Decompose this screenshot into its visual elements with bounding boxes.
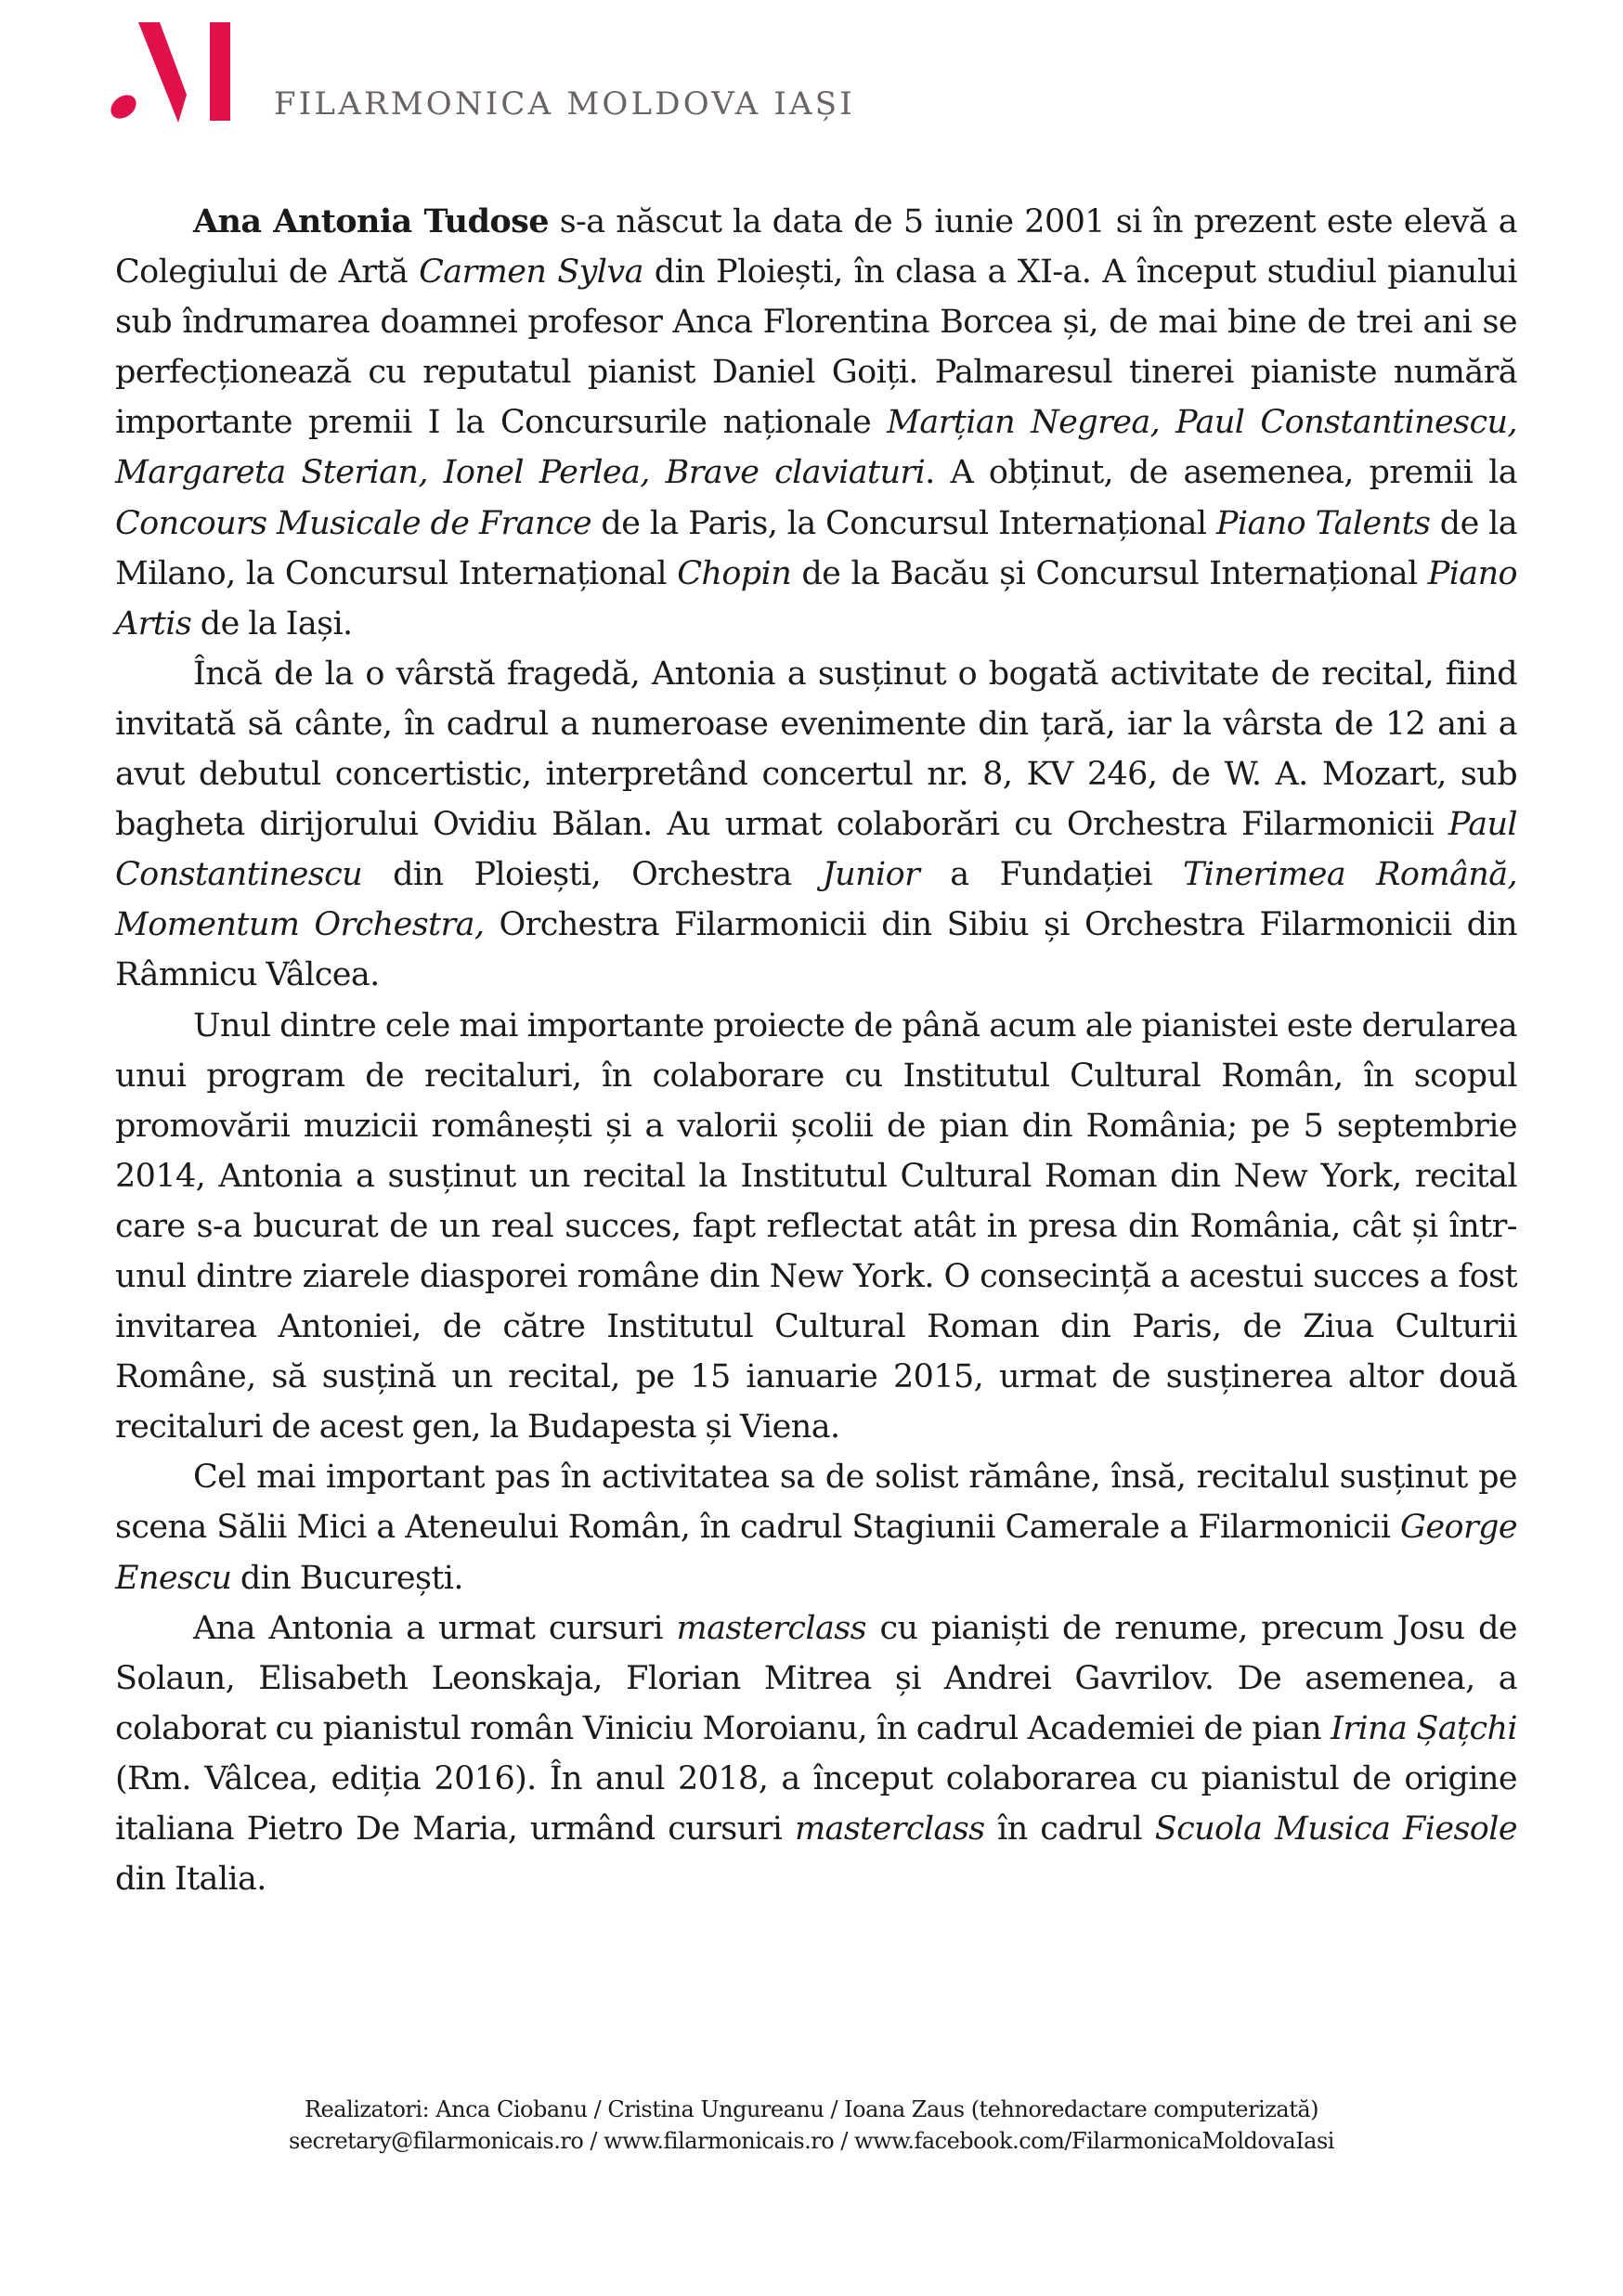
text-run: de la Milano, la Concursul Internațional [115, 504, 1517, 592]
text-run: din București. [231, 1559, 463, 1597]
paragraph [115, 1001, 1517, 1453]
text-run: . A obținut, de asemenea, premii la [925, 454, 1517, 492]
text-run: Cel mai important pas în activitatea sa de solist rămâne, însă, recitalul susținut pe scena Sălii Mici a Ateneului Român, în cadrul Stagiunii Camerale a Filarmonicii [115, 1459, 1517, 1547]
italic-run: Paul Constantinescu [115, 806, 1517, 894]
italic-run: Junior [822, 856, 920, 894]
footer-credits: Realizatori: Anca Ciobanu / Cristina Ungureanu / Ioana Zaus (tehnoredactare computerizată) [304, 2096, 1319, 2122]
italic-run: Piano Artis [115, 554, 1517, 642]
text-run: Ana Antonia a urmat cursuri [193, 1609, 677, 1647]
italic-run: Piano Talents [1215, 504, 1431, 542]
text-run: (Rm. Vâlcea, ediția 2016). În anul 2018, a început colaborarea cu pianistul de origine italiana Pietro De Maria, urmând cursuri [115, 1759, 1517, 1848]
bold-run: Ana Antonia Tudose [193, 202, 549, 240]
paragraph [115, 1603, 1517, 1905]
italic-run: Marțian Negrea, Paul Constantinescu, Margareta Sterian, Ionel Perlea, Brave claviaturi [115, 404, 1517, 492]
filarmonica-logo-icon [104, 19, 234, 126]
text-run: de la Paris, la Concursul Internațional [591, 504, 1216, 542]
italic-run: Scuola Musica Fiesole [1154, 1810, 1517, 1848]
italic-run: masterclass [794, 1810, 985, 1848]
text-run: cu pianiști de renume, precum Josu de Solaun, Elisabeth Leonskaja, Florian Mitrea și Andrei Gavrilov. De asemenea, a colaborat cu pianistul român Viniciu Moroianu, în cadrul Academiei de pian [115, 1609, 1517, 1747]
text-run: de la Iași. [191, 604, 353, 642]
text-run: s-a născut la data de 5 iunie 2001 si în prezent este elevă a Colegiului de Artă [115, 203, 1517, 292]
logo-m-mark-icon [104, 19, 234, 126]
text-run: Încă de la o vârstă fragedă, Antonia a susținut o bogată activitate de recital, fiind invitată să cânte, în cadrul a numeroase evenimente din țară, iar la vârsta de 12 ani a avut debutul concertistic, interpretând concertul nr. 8, KV 246, de W. A. Mozart, sub bagheta dirijorului Ovidiu Bălan. Au urmat colaborări cu Orchestra Filarmonicii [115, 655, 1517, 844]
page-footer [0, 2094, 1623, 2157]
text-run: Orchestra Filarmonicii din Sibiu și Orchestra Filarmonicii din Râmnicu Vâlcea. [115, 906, 1518, 994]
text-run: Unul dintre cele mai importante proiecte de până acum ale pianistei este derularea unui program de recitaluri, în colaborare cu Institutul Cultural Român, în scopul promovării muzicii românești și a valorii școlii de pian din România; pe 5 septembrie 2014, Antonia a susținut un recital la Institutul Cultural Roman din New York, recital care s-a bucurat de un real succes, fapt reflectat atât in presa din România, cât și într-unul dintre ziarele diasporei române din New York. O consecință a acestui succes a fost invitarea Antoniei, de către Institutul Cultural Roman din Paris, de Ziua Culturii Române, să susțină un recital, pe 15 ianuarie 2015, urmat de susținerea altor două recitaluri de acest gen, la Budapesta și Viena. [115, 1006, 1517, 1446]
italic-run: Tinerimea Română, Momentum Orchestra, [115, 856, 1517, 944]
text-run: în cadrul [984, 1810, 1155, 1848]
text-run: din Ploiești, Orchestra [362, 856, 823, 894]
paragraph [115, 649, 1517, 1001]
paragraph [115, 1452, 1517, 1602]
italic-run: masterclass [676, 1609, 866, 1647]
italic-run: Chopin [677, 554, 792, 592]
paragraph [115, 197, 1517, 649]
italic-run: Concours Musicale de France [115, 504, 591, 542]
text-run: din Ploiești, în clasa a XI-a. A început studiul pianului sub îndrumarea doamnei profesor Anca Florentina Borcea și, de mai bine de trei ani se perfecționează cu reputatul pianist Daniel Goiți. Palmaresul tinerei pianiste numără importante premii I la Concursurile naționale [115, 253, 1517, 442]
text-run: din Italia. [115, 1861, 266, 1899]
biography-text [115, 197, 1517, 1904]
italic-run: George Enescu [115, 1509, 1517, 1597]
text-run: de la Bacău și Concursul Internațional [791, 554, 1428, 592]
text-run: a Fundației [919, 856, 1184, 894]
italic-run: Irina Șațchi [1331, 1709, 1517, 1747]
footer-contacts: secretary@filarmonicais.ro / www.filarmonicais.ro / www.facebook.com/FilarmonicaMoldovaIasi [289, 2128, 1334, 2154]
italic-run: Carmen Sylva [419, 253, 643, 292]
org-title: FILARMONICA MOLDOVA IAȘI [274, 85, 855, 123]
